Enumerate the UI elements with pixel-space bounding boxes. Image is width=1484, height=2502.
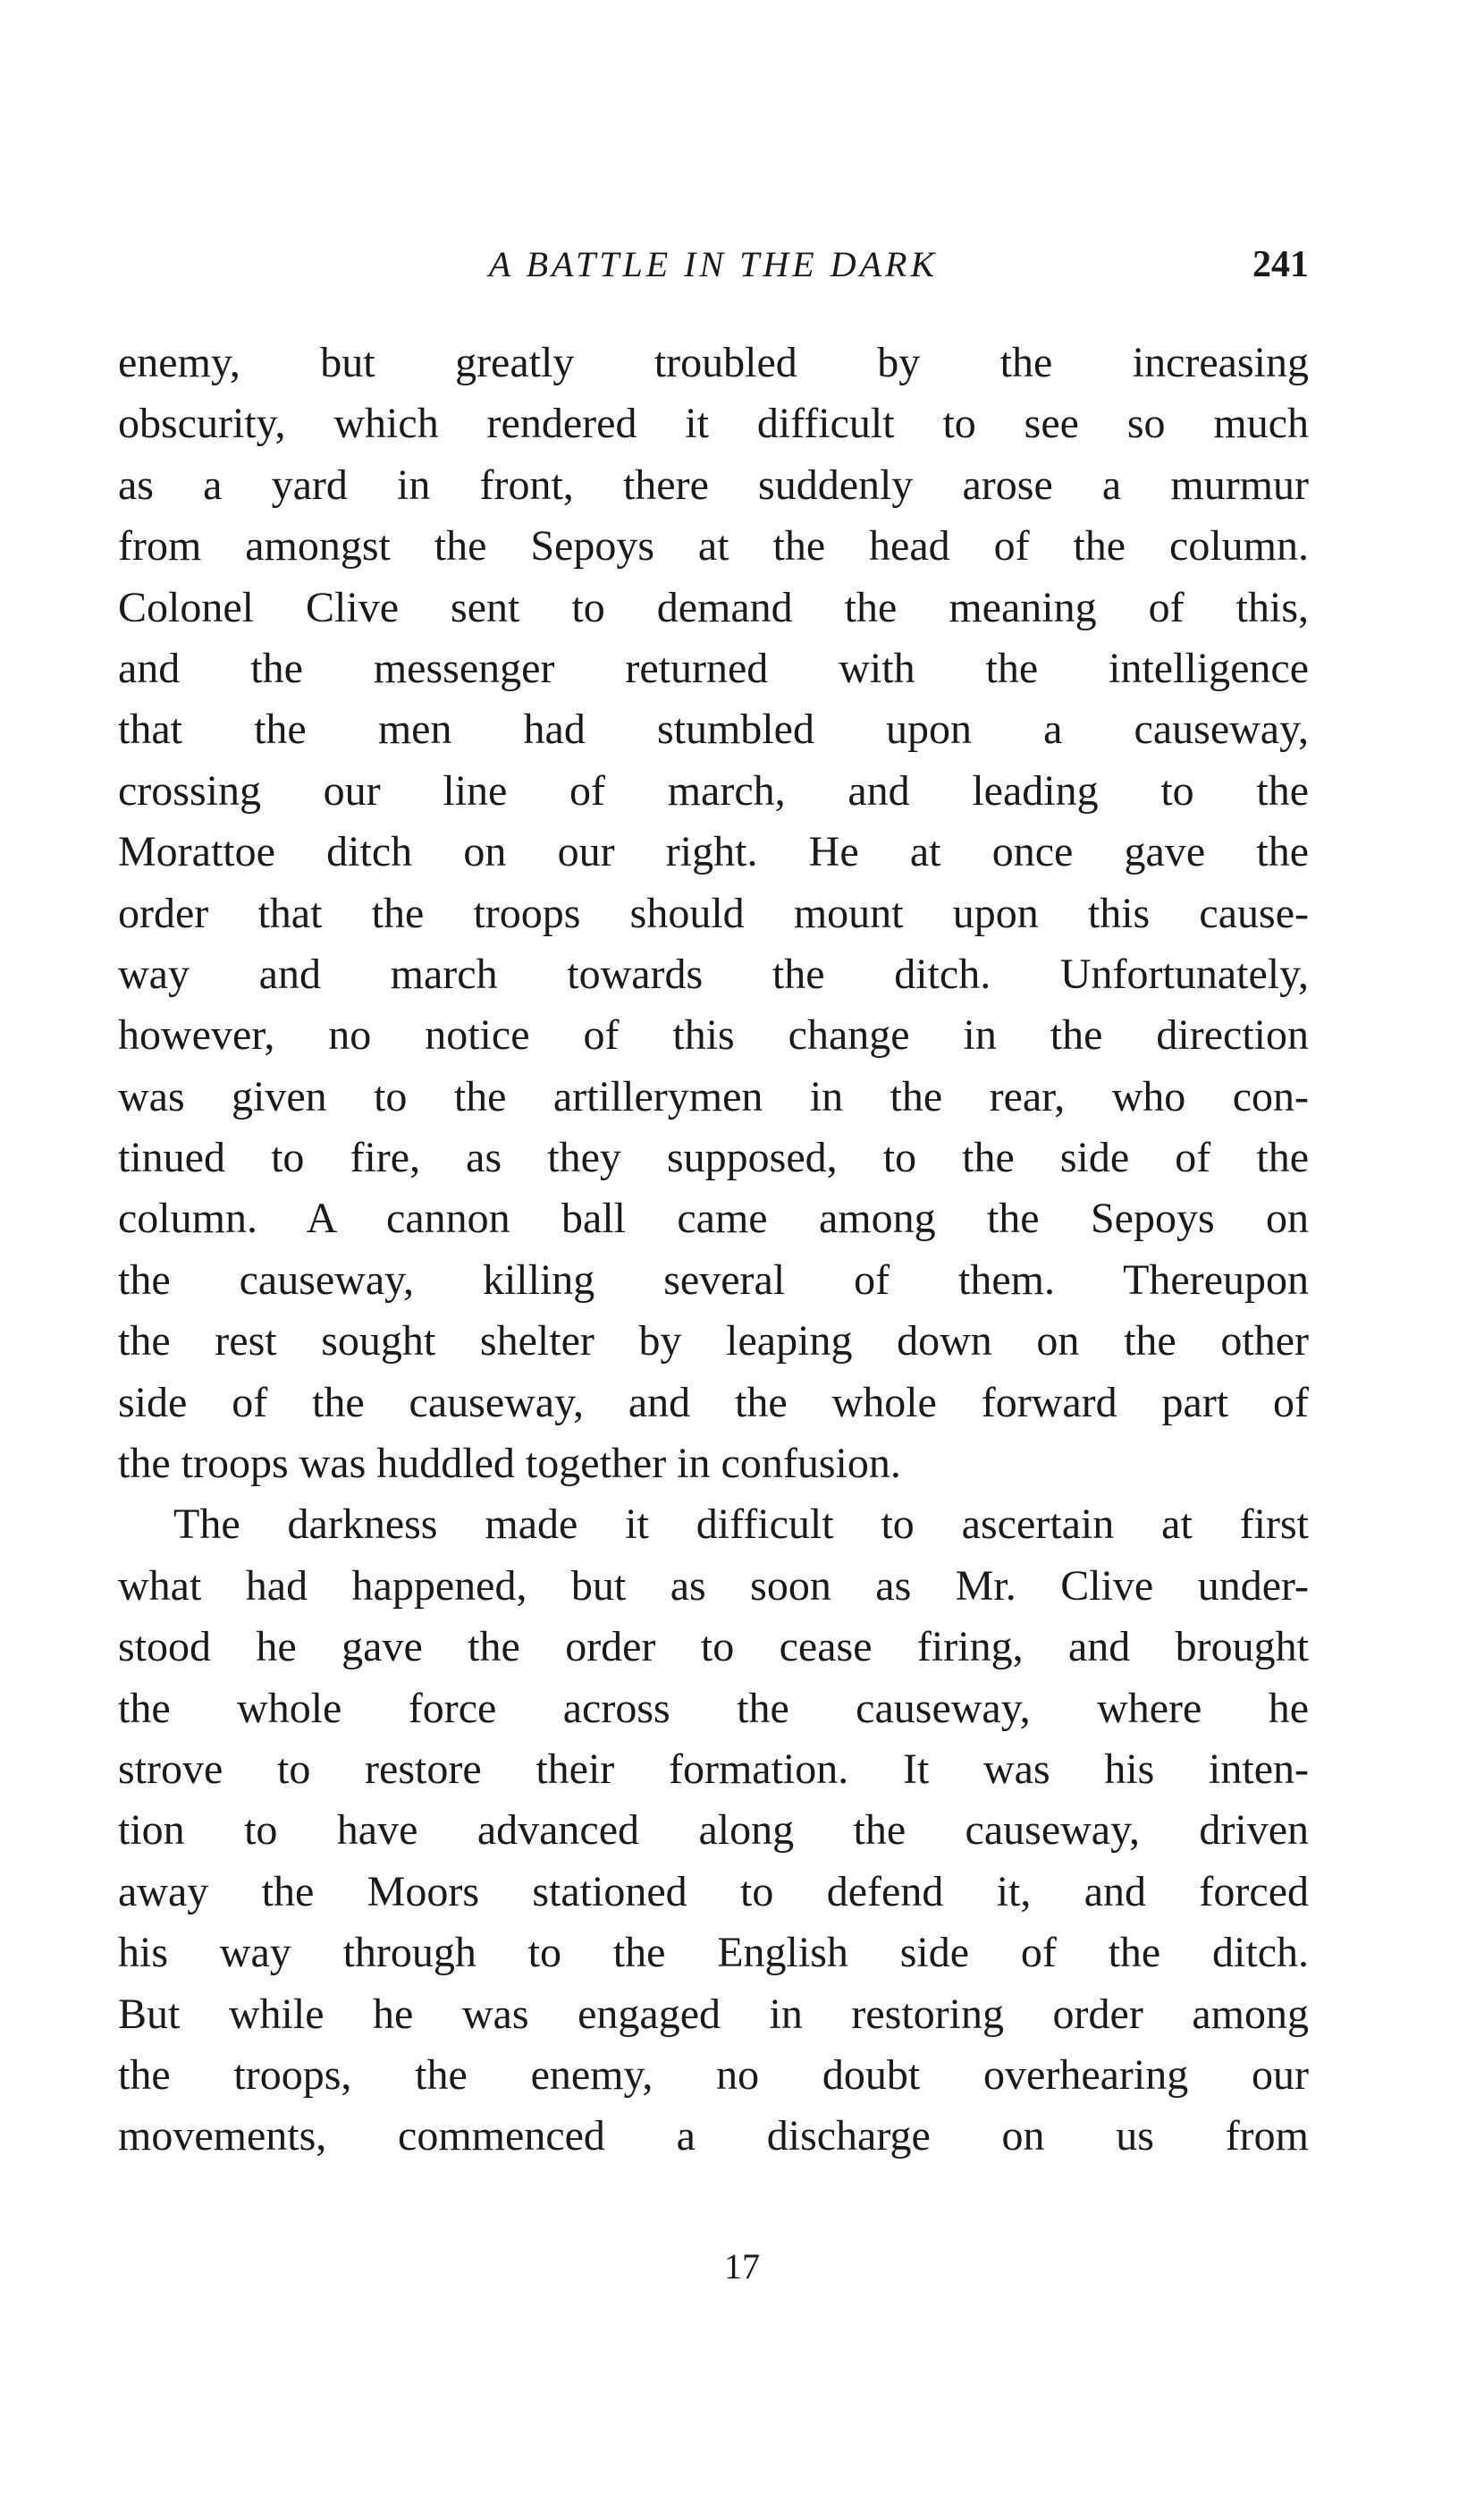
text-line: column. A cannon ball came among the Sepoys on: [118, 1195, 1309, 1243]
text-line: the rest sought shelter by leaping down on the other: [118, 1317, 1309, 1365]
body-text: [118, 333, 1309, 2168]
text-line: side of the causeway, and the whole forward part of: [118, 1378, 1309, 1426]
text-line: movements, commenced a discharge on us from: [118, 2112, 1309, 2160]
text-line: crossing our line of march, and leading to the: [118, 766, 1309, 815]
text-line: the whole force across the causeway, where he: [118, 1684, 1309, 1732]
text-line: obscurity, which rendered it difficult to see so much: [118, 400, 1309, 448]
signature-mark: 17: [724, 2246, 760, 2286]
paragraph-end-line: the troops was huddled together in confusion.: [118, 1440, 901, 1488]
text-line: his way through to the English side of the ditch.: [118, 1929, 1309, 1977]
text-line: from amongst the Sepoys at the head of the column.: [118, 522, 1309, 571]
text-line: that the men had stumbled upon a causeway,: [118, 706, 1309, 754]
text-line: away the Moors stationed to defend it, and forced: [118, 1867, 1309, 1915]
text-line: stood he gave the order to cease firing, and brought: [118, 1623, 1309, 1671]
page-number: 241: [1252, 244, 1309, 285]
text-line: and the messenger returned with the intelligence: [118, 644, 1309, 692]
text-line: what had happened, but as soon as Mr. Clive under-: [118, 1561, 1309, 1610]
paragraph-start-line: The darkness made it difficult to ascertain at first: [173, 1500, 1309, 1549]
text-line: tion to have advanced along the causeway, driven: [118, 1806, 1309, 1855]
text-line: the causeway, killing several of them. Thereupon: [118, 1255, 1309, 1304]
text-line: Colonel Clive sent to demand the meaning of this,: [118, 583, 1309, 631]
text-line: however, no notice of this change in the direction: [118, 1011, 1309, 1060]
text-line: order that the troops should mount upon this cause-: [118, 889, 1309, 937]
running-head: [118, 240, 1309, 293]
text-line: as a yard in front, there suddenly arose a murmur: [118, 461, 1309, 509]
text-line: enemy, but greatly troubled by the increasing: [118, 339, 1309, 386]
text-line: strove to restore their formation. It was his inten-: [118, 1745, 1309, 1793]
text-line: tinued to fire, as they supposed, to the side of the: [118, 1134, 1309, 1182]
text-line: was given to the artillerymen in the rear, who con-: [118, 1072, 1309, 1120]
text-line: way and march towards the ditch. Unfortunately,: [118, 950, 1309, 998]
text-line: But while he was engaged in restoring order among: [118, 1990, 1309, 2038]
text-line: the troops, the enemy, no doubt overhearing our: [118, 2050, 1309, 2099]
text-line: Morattoe ditch on our right. He at once gave the: [118, 828, 1309, 876]
chapter-title: A BATTLE IN THE DARK: [488, 244, 939, 284]
